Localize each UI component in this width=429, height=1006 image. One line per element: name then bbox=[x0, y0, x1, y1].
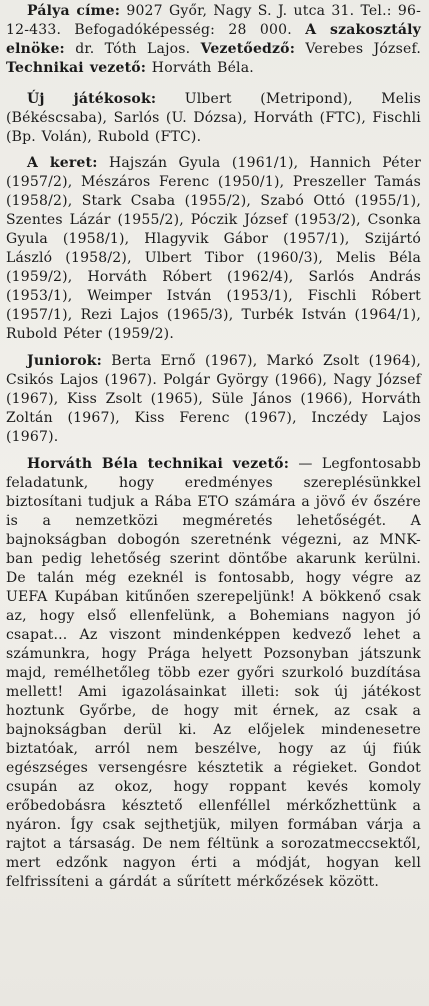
nyilatkozat-label: Horváth Béla technikai vezető: bbox=[27, 456, 290, 472]
juniorok-paragraph bbox=[6, 352, 421, 447]
technikai-text: Horváth Béla. bbox=[146, 60, 254, 76]
vezetoedzo-label: Vezetőedző: bbox=[200, 41, 296, 57]
palya-label: Pálya címe: bbox=[27, 3, 121, 19]
elnok-label: A szakosztály elnöke: bbox=[6, 22, 422, 57]
juniorok-text: Berta Ernő (1967), Markó Zsolt (1964), Csikós Lajos (1967). Polgár György (1966), Nagy József (1967), Kiss Zsolt (1965), Süle János (1966), Horváth Zoltán (1967), Kiss Ferenc (1967), Inczédy Lajos (1967). bbox=[6, 353, 421, 445]
nyilatkozat-text: — Legfontosabb feladatunk, hogy eredményes szereplésünkkel biztosítani tudjuk a Rába ETO számára a jövő év őszére is a nemzetközi megméretés lehetőségét. A bajnokságban dobogón szeretnénk végezni, az MNK-ban pedig lehetőség szerint döntőbe akarunk kerülni. De talán még ezeknél is fontosabb, hogy végre az UEFA Kupában kitűnően szerepeljünk! A bökkenő csak az, hogy első ellenfelünk, a Bohemians nagyon jó csapat... Az viszont mindenképpen kedvező lehet a számunkra, hogy Prága helyett Pozsonyban játszunk majd, remélhetőleg több ezer győri szurkoló buzdítása mellett! Ami igazolásainkat illeti: sok új játékost hoztunk Győrbe, de hogy mit érnek, az csak a bajnokságban derül ki. Az előjelek mindenesetre biztatóak, arról nem beszélve, hogy az új fiúk egészséges versengésre késztetik a régieket. Gondot csupán az okoz, hogy roppant kevés komoly erőbedobásra késztető ellenféllel mérkőzhettünk a nyáron. Így csak sejthetjük, milyen formában várja a rajtot a társaság. De nem féltünk a sorozatmeccsektől, mert edzőnk nagyon érti a módját, hogyan kell felfrissíteni a gárdát a sűrített mérkőzések között. bbox=[6, 456, 421, 890]
uj-jatekosok-label: Új játékosok: bbox=[27, 91, 157, 107]
spacer bbox=[6, 447, 421, 455]
spacer bbox=[6, 78, 421, 90]
vezetoedzo-text: Verebes József. bbox=[295, 41, 421, 57]
nyilatkozat-paragraph bbox=[6, 455, 421, 892]
technikai-label: Technikai vezető: bbox=[6, 60, 147, 76]
keret-text: Hajszán Gyula (1961/1), Hannich Péter (1957/2), Mészáros Ferenc (1950/1), Preszeller Tamás (1958/2), Stark Csaba (1955/2), Szabó Ottó (1955/1), Szentes Lázár (1955/2), Póczik József (1953/2), Csonka Gyula (1958/1), Hlagyvik Gábor (1957/1), Szijártó László (1958/2), Ulbert Tibor (1960/3), Melis Béla (1959/2), Horváth Róbert (1962/4), Sarlós András (1953/1), Weimper István (1953/1), Fischli Róbert (1957/1), Rezi Lajos (1965/3), Turbék István (1964/1), Rubold Péter (1959/2). bbox=[6, 155, 421, 342]
elnok-text: dr. Tóth Lajos. bbox=[64, 41, 191, 57]
spacer bbox=[6, 147, 421, 154]
palya-text: 9027 Győr, Nagy S. J. utca 31. Tel.: 96-12-433. Befogadóképesség: 28 000. bbox=[6, 3, 421, 38]
juniorok-label: Juniorok: bbox=[27, 353, 103, 369]
keret-paragraph bbox=[6, 154, 421, 344]
spacer bbox=[6, 344, 421, 352]
uj-jatekosok-paragraph bbox=[6, 90, 421, 147]
header-paragraph bbox=[6, 2, 421, 78]
keret-label: A keret: bbox=[27, 155, 98, 171]
uj-jatekosok-text: Ulbert (Metripond), Melis (Békéscsaba), Sarlós (U. Dózsa), Horváth (FTC), Fischli (Bp. Volán), Rubold (FTC). bbox=[6, 91, 422, 145]
